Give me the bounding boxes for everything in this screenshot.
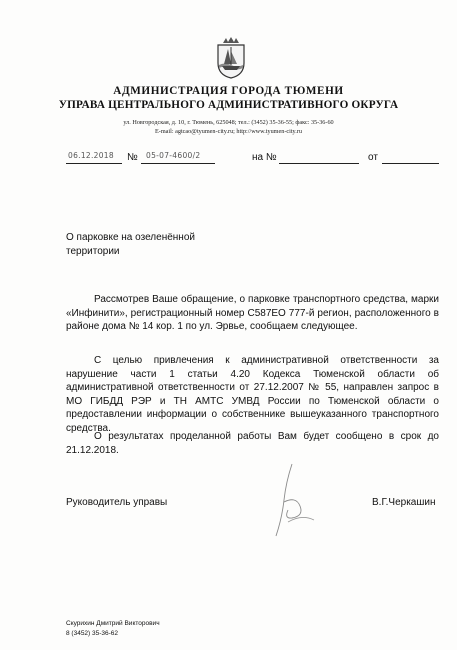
handwritten-signature <box>262 462 332 540</box>
body-paragraph: Рассмотрев Ваше обращение, о парковке транспортного средства, марки «Инфинити», регистрационный номер С587ЕО 777-й регион, расположенного в районе дома № 14 кор. 1 по ул. Эрвье, сообщаем следующее. <box>66 294 439 333</box>
reference-date-label: от <box>368 152 378 163</box>
address-line: ул. Новгородская, д. 10, г. Тюмень, 625048; тел.: (3452) 35-36-55; факс: 35-36-60 <box>123 119 334 126</box>
reference-date-underline <box>382 152 439 164</box>
body-paragraph: С целью привлечения к административной ответственности за нарушение части 1 статьи 4.20 Кодекса Тюменской области об административной ответственности от 27.12.2007 № 55, направлен запрос в МО ГИБДД РЭР и ТН АМТС УМВД России по Тюменской области о предоставлении информации о собственнике вышеуказанного транспортного средства. <box>66 355 439 434</box>
letter-subject <box>66 231 266 258</box>
registration-date: 06.12.2018 <box>68 151 114 160</box>
subject-line: О парковке на озеленённой <box>66 232 195 243</box>
executor-phone: 8 (3452) 35-36-62 <box>66 630 119 637</box>
contacts-line: E-mail: agtcao@tyumen-city.ru; http://www.tyumen-city.ru <box>155 128 302 135</box>
reference-underline <box>279 152 359 164</box>
executor-name: Скурихин Дмитрий Викторович <box>66 620 160 627</box>
coat-of-arms-icon <box>215 37 247 79</box>
number-label: № <box>127 152 138 163</box>
reference-label: на № <box>252 152 277 163</box>
registration-number: 05-07-4600/2 <box>146 151 201 160</box>
body-paragraph: О результатах проделанной работы Вам будет сообщено в срок до 21.12.2018. <box>66 431 439 456</box>
department-name: УПРАВА ЦЕНТРАЛЬНОГО АДМИНИСТРАТИВНОГО ОКРУГА <box>58 99 399 111</box>
organization-name: АДМИНИСТРАЦИЯ ГОРОДА ТЮМЕНИ <box>113 85 344 97</box>
signatory-position: Руководитель управы <box>66 497 168 508</box>
subject-line: территории <box>66 245 120 257</box>
signatory-name: В.Г.Черкашин <box>372 497 436 508</box>
